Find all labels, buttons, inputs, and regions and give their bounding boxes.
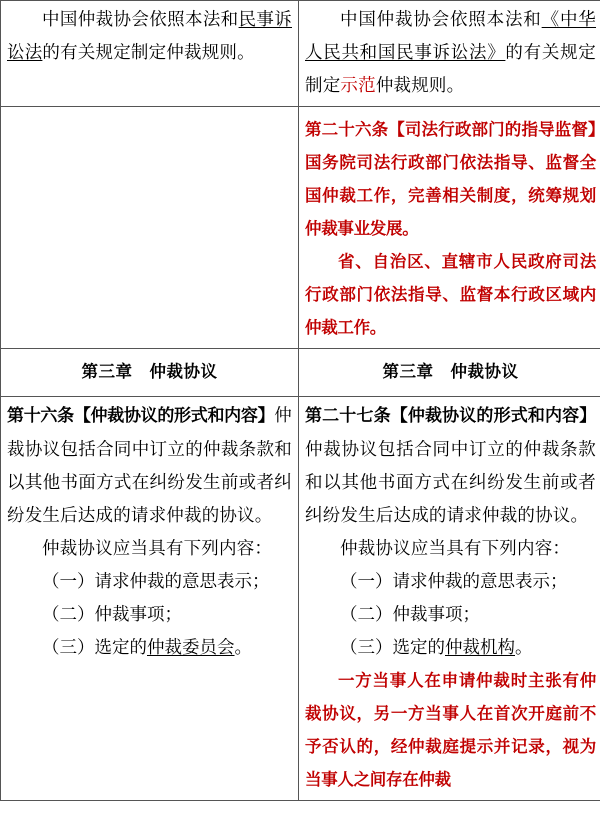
text-run: 的有关规定制定	[305, 42, 597, 95]
text-run: 仲裁规则。	[375, 75, 465, 95]
article-heading-27: 第二十七条【仲裁协议的形式和内容】	[305, 406, 596, 426]
table-cell-right	[299, 107, 600, 349]
article-body-27: 仲裁协议包括合同中订立的仲裁条款和以其他书面方式在纠纷发生前或者纠纷发生后达成的请求仲裁的协议。	[305, 439, 596, 525]
paragraph-new-article-26-clause-2: 省、自治区、直辖市人民政府司法行政部门依法指导、监督本行政区域内仲裁工作。	[305, 252, 596, 337]
table-cell-left	[1, 349, 299, 397]
paragraph-new-article-26: 第二十六条【司法行政部门的指导监督】国务院司法行政部门依法指导、监督全国仲裁工作，完善相关制度，统筹规划仲裁事业发展。	[305, 120, 596, 238]
paragraph-contents-intro-right: 仲裁协议应当具有下列内容：	[340, 538, 571, 558]
table-cell-left	[1, 1, 299, 107]
table-cell-right	[299, 1, 600, 107]
paragraph-current-law	[7, 3, 292, 69]
table-cell-right	[299, 397, 600, 801]
text-run: 中国仲裁协会依照本法和	[340, 9, 542, 29]
text-run: 中国仲裁协会依照本法和	[42, 9, 239, 29]
paragraph-article-16	[7, 399, 292, 532]
paragraph-new-clause-deemed-agreement: 一方当事人在申请仲裁时主张有仲裁协议，另一方当事人在首次开庭前不予否认的，经仲裁庭提示并记录，视为当事人之间存在仲裁	[305, 671, 596, 789]
chapter-title-right: 第三章 仲裁协议	[382, 362, 519, 381]
text-run-underlined: 《中华人民共和国民事诉讼法》	[305, 9, 597, 62]
paragraph-contents-intro-left: 仲裁协议应当具有下列内容：	[42, 538, 273, 558]
text-run: （三）选定的	[340, 637, 445, 657]
text-run-underlined: 仲裁委员会	[147, 637, 235, 657]
text-run-revision: 示范	[340, 75, 376, 95]
table-cell-left-empty	[1, 107, 299, 349]
article-body-16: 仲裁协议包括合同中订立的仲裁条款和以其他书面方式在纠纷发生前或者纠纷发生后达成的请求仲裁的协议。	[7, 405, 292, 525]
list-item: （二）仲裁事项；	[340, 604, 480, 624]
text-run-underlined: 民事诉讼法	[7, 9, 292, 62]
list-item: （一）请求仲裁的意思表示；	[42, 571, 270, 591]
list-item	[7, 631, 292, 664]
table-row-chapter-heading	[1, 349, 600, 397]
paragraph-revised-law	[305, 3, 596, 102]
list-item: （一）请求仲裁的意思表示；	[340, 571, 568, 591]
text-run: （三）选定的	[42, 637, 147, 657]
table-row	[1, 397, 600, 801]
table-cell-left	[1, 397, 299, 801]
empty-cell-content	[1, 107, 298, 131]
chapter-title-left: 第三章 仲裁协议	[81, 362, 218, 381]
text-run: 。	[234, 637, 252, 657]
text-run: 的有关规定制定仲裁规则。	[42, 42, 255, 62]
text-run-underlined: 仲裁机构	[445, 637, 515, 657]
text-run: 。	[515, 637, 533, 657]
article-heading-16: 第十六条【仲裁协议的形式和内容】	[7, 406, 275, 426]
list-item: （二）仲裁事项；	[42, 604, 182, 624]
paragraph-article-27	[305, 399, 596, 532]
table-row	[1, 107, 600, 349]
table-cell-right	[299, 349, 600, 397]
list-item	[305, 631, 596, 664]
table-row	[1, 1, 600, 107]
